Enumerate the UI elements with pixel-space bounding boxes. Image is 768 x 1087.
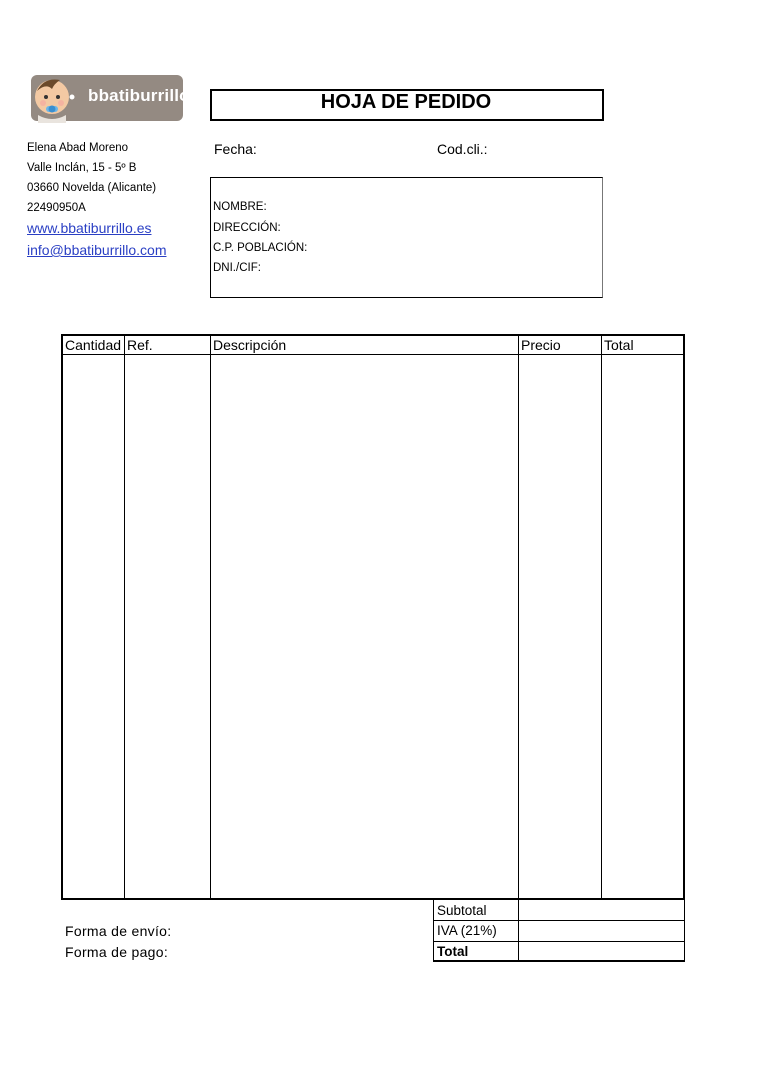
logo-text: bbatiburrillo [88, 86, 190, 105]
baby-face-icon [30, 71, 76, 123]
sender-tax-id: 22490950A [27, 202, 86, 214]
totals-row-divider [433, 920, 685, 921]
column-header-quantity: Cantidad [65, 337, 122, 353]
vat-label: IVA (21%) [437, 923, 497, 938]
total-label: Total [437, 944, 469, 959]
items-table [61, 334, 685, 900]
totals-row-divider [433, 941, 685, 942]
customer-postal-label: C.P. POBLACIÓN: [213, 242, 308, 254]
date-label: Fecha: [214, 141, 257, 157]
table-header-divider [61, 354, 685, 355]
sender-name: Elena Abad Moreno [27, 142, 129, 154]
email-link[interactable]: info@bbatiburrillo.com [27, 242, 167, 258]
client-code-label: Cod.cli.: [437, 141, 488, 157]
column-header-ref: Ref. [127, 337, 153, 353]
subtotal-label: Subtotal [437, 903, 487, 918]
sender-address: Valle Inclán, 15 - 5º B [27, 162, 137, 174]
page-title: HOJA DE PEDIDO [320, 91, 492, 113]
customer-id-label: DNI./CIF: [213, 262, 261, 274]
column-header-description: Descripción [213, 337, 287, 353]
column-divider [124, 334, 125, 900]
customer-address-label: DIRECCIÓN: [213, 222, 281, 234]
website-link[interactable]: www.bbatiburrillo.es [27, 220, 152, 236]
column-header-price: Precio [521, 337, 561, 353]
shipping-method-label: Forma de envío: [65, 923, 172, 939]
column-header-total: Total [604, 337, 634, 353]
column-divider [518, 334, 519, 900]
totals-column-divider [518, 900, 519, 962]
customer-box [210, 177, 603, 298]
column-divider [210, 334, 211, 900]
sender-city: 03660 Novelda (Alicante) [27, 182, 157, 194]
payment-method-label: Forma de pago: [65, 944, 169, 960]
column-divider [601, 334, 602, 900]
customer-name-label: NOMBRE: [213, 201, 267, 213]
